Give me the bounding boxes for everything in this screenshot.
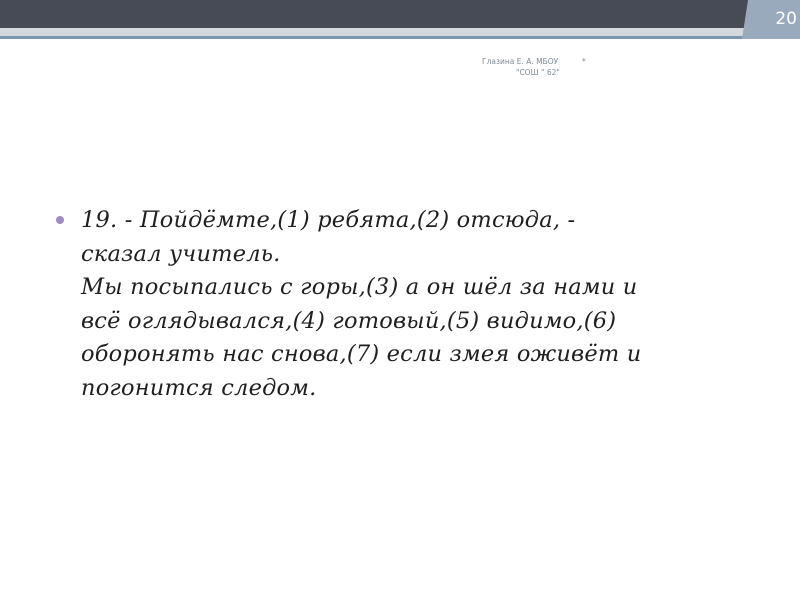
slide-top-bar bbox=[0, 0, 800, 28]
exercise-text bbox=[81, 204, 756, 405]
slide-decor-stripe-accent bbox=[0, 36, 800, 39]
footer-school: "СОШ " 62" bbox=[516, 68, 560, 77]
text-line: сказал учитель. bbox=[81, 240, 281, 267]
slide-decor-stripe-light bbox=[0, 28, 800, 36]
text-line: оборонять нас снова,(7) если змея оживёт и bbox=[81, 341, 642, 367]
text-line: 19. - Пойдёмте,(1) ребята,(2) отсюда, - bbox=[81, 207, 576, 233]
slide-number: 20 bbox=[775, 9, 797, 29]
footer-date-mark: * bbox=[582, 57, 586, 66]
footer-author: Глазина Е. А. МБОУ bbox=[482, 57, 559, 66]
bullet-icon bbox=[56, 216, 64, 224]
slide-body bbox=[56, 204, 756, 405]
slide-footer bbox=[478, 56, 598, 78]
text-line: Мы посыпались с горы,(3) а он шёл за нами и bbox=[81, 274, 638, 300]
text-line: погонится следом. bbox=[81, 374, 317, 401]
text-line: всё оглядывался,(4) готовый,(5) видимо,(6) bbox=[81, 307, 617, 334]
